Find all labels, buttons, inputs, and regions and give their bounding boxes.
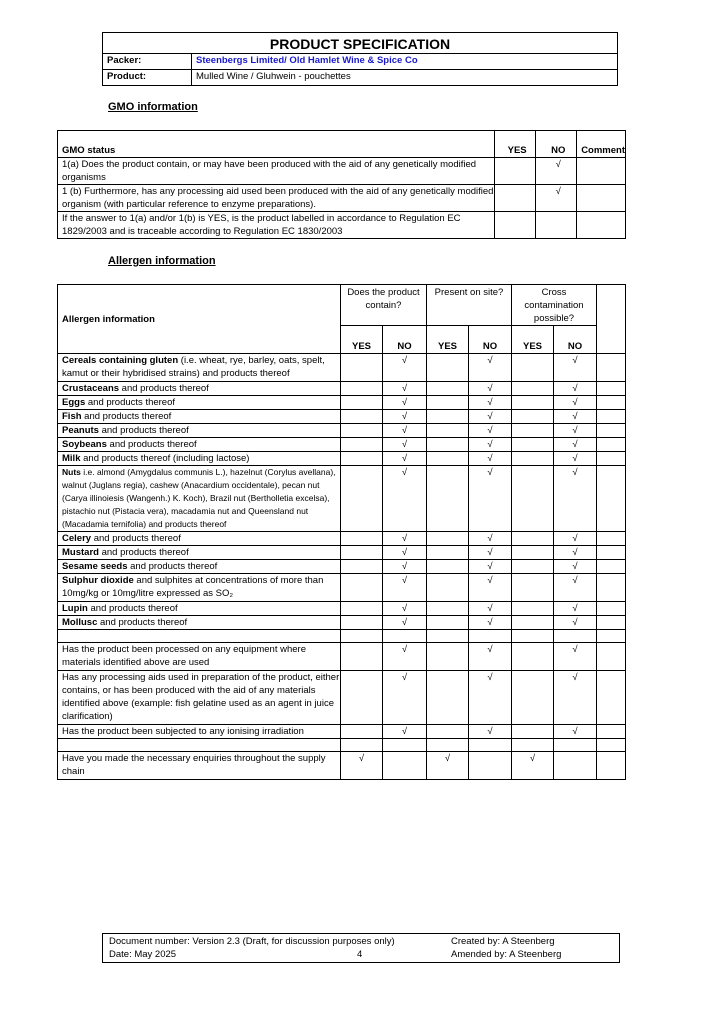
allergen-name — [58, 602, 341, 616]
allergen-row — [58, 616, 626, 630]
allergen-row — [58, 546, 626, 560]
product-label: Product: — [103, 70, 192, 86]
enquiries-question: Have you made the necessary enquiries throughout the supply chain — [58, 752, 341, 780]
check-mark: √ — [469, 532, 512, 546]
contain-yes-header: YES — [341, 326, 383, 354]
allergen-table — [57, 284, 626, 780]
empty-cell — [341, 574, 383, 602]
allergen-name — [58, 396, 341, 410]
processing-aids-question: Has any processing aids used in preparation of the product, either contains, or has been produced with the aid of any materials identified above (example: fish gelatine used as an agent in juice clarification) — [58, 671, 341, 725]
check-mark: √ — [554, 560, 597, 574]
allergen-name-bold: Crustaceans — [62, 383, 120, 394]
allergen-name — [58, 424, 341, 438]
allergen-name-bold: Cereals containing gluten — [62, 355, 179, 366]
empty-cell — [512, 396, 554, 410]
check-mark: √ — [383, 725, 427, 739]
check-mark: √ — [554, 410, 597, 424]
allergen-row — [58, 354, 626, 382]
check-mark: √ — [469, 602, 512, 616]
page-number: 4 — [357, 949, 363, 960]
gmo-row-no — [536, 212, 577, 239]
allergen-name — [58, 616, 341, 630]
gmo-row-no: √ — [536, 158, 577, 185]
empty-cell — [427, 424, 469, 438]
allergen-name-bold: Peanuts — [62, 425, 99, 436]
allergen-name-rest: and products thereof — [85, 397, 176, 408]
empty-cell — [512, 354, 554, 382]
packer-label: Packer: — [103, 54, 192, 70]
check-mark: √ — [554, 602, 597, 616]
comment-cell — [597, 410, 626, 424]
check-mark: √ — [469, 725, 512, 739]
allergen-row — [58, 532, 626, 546]
ionising-question: Has the product been subjected to any ionising irradiation — [58, 725, 341, 739]
comment-cell — [597, 354, 626, 382]
check-mark: √ — [383, 560, 427, 574]
gmo-section-title: GMO information — [108, 101, 198, 113]
allergen-name-rest: and products thereof — [127, 561, 218, 572]
check-mark: √ — [383, 452, 427, 466]
allergen-row — [58, 602, 626, 616]
allergen-name-rest: and products thereof — [98, 425, 189, 436]
check-mark: √ — [383, 438, 427, 452]
gmo-row-comment — [577, 158, 626, 185]
check-mark: √ — [383, 410, 427, 424]
check-mark: √ — [469, 616, 512, 630]
gmo-row-question: If the answer to 1(a) and/or 1(b) is YES, is the product labelled in accordance to Regulation EC 1829/2003 and is traceable according to Regulation EC 1830/2003 — [58, 212, 495, 239]
allergen-row — [58, 452, 626, 466]
allergen-row — [58, 424, 626, 438]
empty-cell — [341, 532, 383, 546]
allergen-name-rest: and products thereof — [106, 439, 197, 450]
contain-no-header: NO — [383, 326, 427, 354]
gmo-status-header: GMO status — [58, 131, 495, 158]
comment-cell — [597, 532, 626, 546]
allergen-info-header: Allergen information — [58, 285, 341, 354]
comment-cell — [597, 396, 626, 410]
cross-yes-header: YES — [512, 326, 554, 354]
amended-by: Amended by: A Steenberg — [451, 949, 562, 960]
comment-cell — [597, 382, 626, 396]
allergen-name-rest: and sulphites at concentrations of more than 10mg/kg or 10mg/litre expressed as SO₂ — [62, 575, 324, 599]
empty-cell — [512, 438, 554, 452]
empty-cell — [427, 616, 469, 630]
gmo-row-question: 1 (b) Furthermore, has any processing aid used been produced with the aid of any genetically modified organism (with particular reference to enzyme preparations). — [58, 185, 495, 212]
empty-cell — [512, 466, 554, 532]
check-mark: √ — [554, 671, 597, 725]
gmo-row-yes — [495, 212, 536, 239]
allergen-name-rest: and products thereof — [98, 547, 189, 558]
empty-cell — [341, 354, 383, 382]
check-mark: √ — [383, 574, 427, 602]
comment-cell — [597, 560, 626, 574]
allergen-name-bold: Milk — [62, 453, 81, 464]
allergen-name-rest: and products thereof — [81, 411, 172, 422]
allergen-row — [58, 396, 626, 410]
allergen-name — [58, 410, 341, 424]
allergen-name-bold: Sesame seeds — [62, 561, 128, 572]
allergen-name — [58, 466, 341, 532]
empty-cell — [341, 602, 383, 616]
gmo-row-yes — [495, 185, 536, 212]
allergen-name — [58, 574, 341, 602]
allergen-row — [58, 382, 626, 396]
allergen-name-bold: Nuts — [62, 467, 81, 477]
empty-cell — [341, 424, 383, 438]
present-no-header: NO — [469, 326, 512, 354]
allergen-name-rest: and products thereof — [91, 533, 181, 544]
spec-header-table — [102, 32, 618, 86]
page-title: PRODUCT SPECIFICATION — [103, 33, 618, 54]
comment-cell — [597, 424, 626, 438]
check-mark: √ — [341, 752, 383, 780]
allergen-name-rest: i.e. almond (Amygdalus communis L.), hazelnut (Corylus avellana), walnut (Juglans regia), cashew (Anacardium occidentale), pecan nut (Carya illinoiesis (Wangenh.) K. Koch), Brazil nut (Bertholletia excelsa), pistachio nut (Pistacia vera), macadamia nut and Queensland nut (Macadamia ternifolia) and products thereof — [62, 467, 336, 529]
check-mark: √ — [383, 382, 427, 396]
document-footer — [102, 933, 620, 963]
check-mark: √ — [554, 643, 597, 671]
empty-cell — [341, 382, 383, 396]
empty-cell — [512, 424, 554, 438]
check-mark: √ — [554, 546, 597, 560]
empty-cell — [512, 546, 554, 560]
empty-cell — [341, 410, 383, 424]
equipment-question: Has the product been processed on any equipment where materials identified above are used — [58, 643, 341, 671]
empty-cell — [341, 396, 383, 410]
comment-cell — [597, 466, 626, 532]
empty-cell — [427, 546, 469, 560]
product-value: Mulled Wine / Gluhwein - pouchettes — [192, 70, 618, 86]
created-by: Created by: A Steenberg — [451, 936, 555, 947]
check-mark: √ — [554, 452, 597, 466]
check-mark: √ — [383, 532, 427, 546]
allergen-row — [58, 466, 626, 532]
allergen-name — [58, 438, 341, 452]
packer-value: Steenbergs Limited/ Old Hamlet Wine & Spice Co — [192, 54, 618, 70]
allergen-name-bold: Mustard — [62, 547, 99, 558]
empty-cell — [341, 466, 383, 532]
allergen-name — [58, 382, 341, 396]
present-yes-header: YES — [427, 326, 469, 354]
allergen-name-rest: and products thereof — [97, 617, 188, 628]
check-mark: √ — [383, 424, 427, 438]
allergen-name — [58, 452, 341, 466]
empty-cell — [427, 354, 469, 382]
allergen-name — [58, 532, 341, 546]
allergen-row — [58, 410, 626, 424]
check-mark: √ — [383, 396, 427, 410]
allergen-name-bold: Fish — [62, 411, 82, 422]
check-mark: √ — [554, 532, 597, 546]
empty-cell — [512, 602, 554, 616]
empty-cell — [512, 452, 554, 466]
check-mark: √ — [383, 354, 427, 382]
check-mark: √ — [427, 752, 469, 780]
allergen-name-bold: Soybeans — [62, 439, 107, 450]
allergen-name-rest: and products thereof — [87, 603, 178, 614]
empty-cell — [427, 438, 469, 452]
allergen-row — [58, 560, 626, 574]
check-mark: √ — [383, 466, 427, 532]
empty-cell — [341, 452, 383, 466]
check-mark: √ — [383, 602, 427, 616]
document-date: Date: May 2025 — [109, 949, 177, 960]
empty-cell — [341, 560, 383, 574]
empty-cell — [512, 410, 554, 424]
comment-cell — [597, 452, 626, 466]
check-mark: √ — [554, 396, 597, 410]
gmo-row-yes — [495, 158, 536, 185]
check-mark: √ — [554, 466, 597, 532]
empty-cell — [427, 602, 469, 616]
check-mark: √ — [383, 616, 427, 630]
spacer-row — [58, 739, 341, 752]
check-mark: √ — [512, 752, 554, 780]
check-mark: √ — [469, 452, 512, 466]
check-mark: √ — [554, 382, 597, 396]
gmo-table — [57, 130, 626, 239]
spacer-row — [58, 630, 341, 643]
empty-cell — [512, 574, 554, 602]
comment-cell — [597, 546, 626, 560]
gmo-comment-header: Comment — [577, 131, 626, 158]
empty-cell — [341, 438, 383, 452]
empty-cell — [427, 574, 469, 602]
allergen-name-rest: and products thereof (including lactose) — [80, 453, 250, 464]
check-mark: √ — [554, 574, 597, 602]
gmo-row-comment — [577, 185, 626, 212]
comment-cell — [597, 616, 626, 630]
empty-cell — [512, 382, 554, 396]
gmo-yes-header: YES — [495, 131, 536, 158]
check-mark: √ — [469, 438, 512, 452]
check-mark: √ — [469, 560, 512, 574]
check-mark: √ — [469, 671, 512, 725]
comment-cell — [597, 602, 626, 616]
empty-cell — [427, 452, 469, 466]
gmo-row-question: 1(a) Does the product contain, or may have been produced with the aid of any genetically modified organisms — [58, 158, 495, 185]
empty-cell — [512, 616, 554, 630]
check-mark: √ — [469, 396, 512, 410]
allergen-section-title: Allergen information — [108, 255, 216, 267]
empty-cell — [341, 546, 383, 560]
empty-cell — [427, 466, 469, 532]
check-mark: √ — [469, 574, 512, 602]
allergen-name-bold: Mollusc — [62, 617, 98, 628]
check-mark: √ — [383, 671, 427, 725]
check-mark: √ — [469, 643, 512, 671]
allergen-name-rest: and products thereof — [119, 383, 209, 394]
allergen-row — [58, 438, 626, 452]
check-mark: √ — [554, 725, 597, 739]
comment-cell — [597, 438, 626, 452]
allergen-name — [58, 546, 341, 560]
empty-cell — [427, 396, 469, 410]
check-mark: √ — [469, 354, 512, 382]
empty-cell — [427, 410, 469, 424]
document-number: Document number: Version 2.3 (Draft, for discussion purposes only) — [109, 936, 395, 947]
gmo-no-header: NO — [536, 131, 577, 158]
check-mark: √ — [469, 466, 512, 532]
empty-cell — [512, 560, 554, 574]
allergen-row — [58, 574, 626, 602]
comment-cell — [597, 574, 626, 602]
check-mark: √ — [554, 424, 597, 438]
cross-no-header: NO — [554, 326, 597, 354]
allergen-name — [58, 560, 341, 574]
allergen-name-bold: Celery — [62, 533, 92, 544]
allergen-name-bold: Sulphur dioxide — [62, 575, 134, 586]
check-mark: √ — [469, 546, 512, 560]
cross-contamination-header: Cross contamination possible? — [512, 285, 597, 326]
contain-header: Does the product contain? — [341, 285, 427, 326]
gmo-row-comment — [577, 212, 626, 239]
empty-cell — [341, 616, 383, 630]
allergen-name — [58, 354, 341, 382]
empty-cell — [427, 382, 469, 396]
check-mark: √ — [554, 616, 597, 630]
check-mark: √ — [469, 424, 512, 438]
check-mark: √ — [469, 410, 512, 424]
check-mark: √ — [383, 546, 427, 560]
gmo-row-no: √ — [536, 185, 577, 212]
comment-header-cell — [597, 285, 626, 354]
present-header: Present on site? — [427, 285, 512, 326]
check-mark: √ — [554, 354, 597, 382]
check-mark: √ — [383, 643, 427, 671]
empty-cell — [512, 532, 554, 546]
check-mark: √ — [554, 438, 597, 452]
allergen-name-bold: Lupin — [62, 603, 88, 614]
empty-cell — [427, 532, 469, 546]
allergen-name-rest: (i.e. wheat, rye, barley, oats, spelt, kamut or their hybridised strains) and products thereof — [62, 355, 325, 379]
empty-cell — [427, 560, 469, 574]
check-mark: √ — [469, 382, 512, 396]
allergen-name-bold: Eggs — [62, 397, 86, 408]
